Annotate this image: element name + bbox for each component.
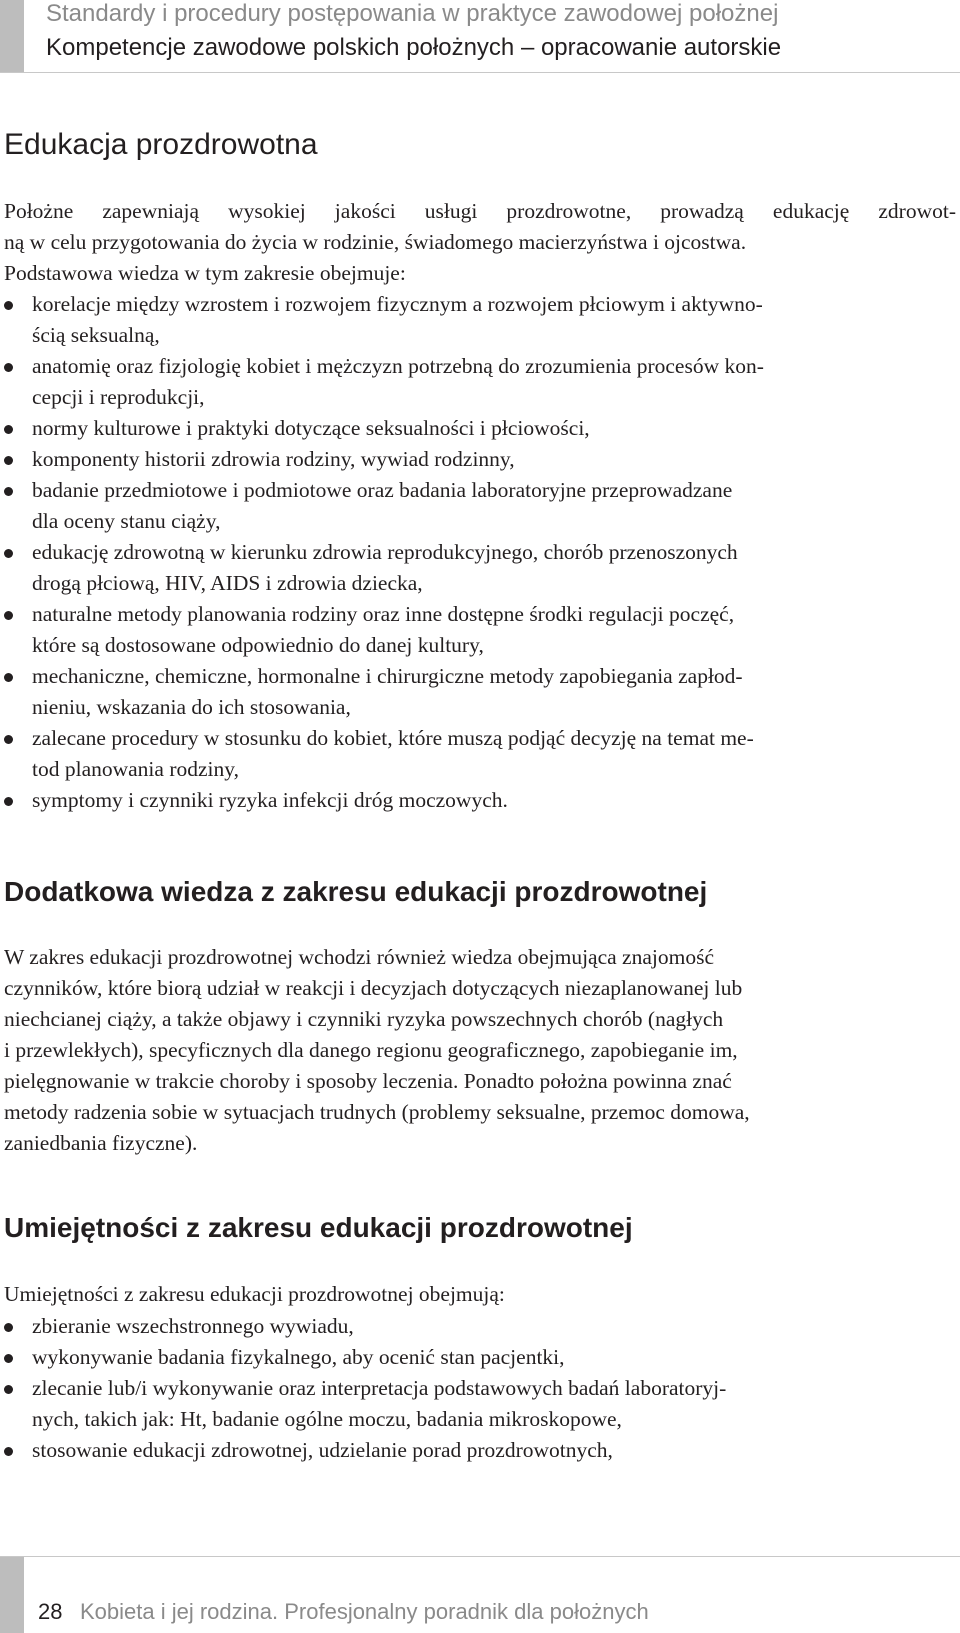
bullet-icon	[4, 1385, 13, 1394]
list-item	[4, 1311, 956, 1342]
text-line: edukację zdrowotną w kierunku zdrowia reprodukcyjnego, chorób przenoszonych	[32, 540, 738, 564]
running-header	[0, 0, 960, 73]
section1-knowledge-list	[4, 289, 956, 816]
header-series-title: Standardy i procedury postępowania w praktyce zawodowej położnej	[46, 0, 779, 27]
list-item	[4, 599, 956, 661]
header-chapter-title: Kompetencje zawodowe polskich położnych – opracowanie autorskie	[46, 34, 782, 61]
section-title-umiejetnosci: Umiejętności z zakresu edukacji prozdrowotnej	[4, 1212, 633, 1243]
text-line: naturalne metody planowania rodziny oraz inne dostępne środki regulacji poczęć,	[32, 602, 735, 626]
text-line: ścią seksualną,	[32, 323, 160, 347]
text-line: metody radzenia sobie w sytuacjach trudnych (problemy seksualne, przemoc domowa,	[4, 1100, 750, 1124]
text-line: pielęgnowanie w trakcie choroby i sposoby leczenia. Ponadto położna powinna znać	[4, 1069, 732, 1093]
list-item	[4, 475, 956, 537]
text-line: nieniu, wskazania do ich stosowania,	[32, 695, 351, 719]
list-item	[4, 413, 956, 444]
bullet-icon	[4, 425, 13, 434]
running-footer	[0, 1556, 960, 1633]
text-line: Położne zapewniają wysokiej jakości usługi prozdrowotne, prowadzą edukację zdrowot-	[4, 199, 956, 223]
text-line: normy kulturowe i praktyki dotyczące seksualności i płciowości,	[32, 416, 590, 440]
text-line: mechaniczne, chemiczne, hormonalne i chirurgiczne metody zapobiegania zapłod-	[32, 664, 743, 688]
footer-accent-bar	[0, 1557, 24, 1633]
text-line: czynników, które biorą udział w reakcji i decyzjach dotyczących niezaplanowanej lub	[4, 976, 743, 1000]
header-accent-bar	[0, 0, 24, 72]
bullet-icon	[4, 549, 13, 558]
list-item	[4, 289, 956, 351]
bullet-icon	[4, 1447, 13, 1456]
section-title-edukacja: Edukacja prozdrowotna	[4, 128, 318, 161]
list-item	[4, 1342, 956, 1373]
text-line: Umiejętności z zakresu edukacji prozdrowotnej obejmują:	[4, 1282, 505, 1306]
bullet-icon	[4, 797, 13, 806]
text-line: ną w celu przygotowania do życia w rodzinie, świadomego macierzyństwa i ojcostwa.	[4, 230, 747, 254]
list-item	[4, 1435, 956, 1466]
text-line: które są dostosowane odpowiednio do danej kultury,	[32, 633, 484, 657]
list-item	[4, 785, 956, 816]
text-line: dla oceny stanu ciąży,	[32, 509, 221, 533]
text-line: zalecane procedury w stosunku do kobiet, które muszą podjąć decyzję na temat me-	[32, 726, 754, 750]
bullet-icon	[4, 456, 13, 465]
text-line: tod planowania rodziny,	[32, 757, 239, 781]
bullet-icon	[4, 487, 13, 496]
text-line: Podstawowa wiedza w tym zakresie obejmuje:	[4, 261, 406, 285]
book-title: Kobieta i jej rodzina. Profesjonalny poradnik dla położnych	[80, 1599, 649, 1624]
section3-skills-list	[4, 1311, 956, 1466]
text-line: drogą płciową, HIV, AIDS i zdrowia dziecka,	[32, 571, 423, 595]
text-line: stosowanie edukacji zdrowotnej, udzielanie porad prozdrowotnych,	[32, 1438, 613, 1462]
bullet-icon	[4, 1354, 13, 1363]
bullet-icon	[4, 301, 13, 310]
text-line: cepcji i reprodukcji,	[32, 385, 205, 409]
text-line: nych, takich jak: Ht, badanie ogólne moczu, badania mikroskopowe,	[32, 1407, 622, 1431]
text-line: zbieranie wszechstronnego wywiadu,	[32, 1314, 354, 1338]
bullet-icon	[4, 1323, 13, 1332]
section-title-dodatkowa-wiedza: Dodatkowa wiedza z zakresu edukacji prozdrowotnej	[4, 876, 708, 907]
text-line: anatomię oraz fizjologię kobiet i mężczyzn potrzebną do zrozumienia procesów kon-	[32, 354, 764, 378]
bullet-icon	[4, 673, 13, 682]
list-item	[4, 1373, 956, 1435]
list-item	[4, 723, 956, 785]
text-line: wykonywanie badania fizykalnego, aby ocenić stan pacjentki,	[32, 1345, 565, 1369]
bullet-icon	[4, 611, 13, 620]
text-line: i przewlekłych), specyficznych dla danego regionu geograficznego, zapobieganie im,	[4, 1038, 738, 1062]
text-line: zaniedbania fizyczne).	[4, 1131, 198, 1155]
list-item	[4, 351, 956, 413]
text-line: niechcianej ciąży, a także objawy i czynniki ryzyka powszechnych chorób (nagłych	[4, 1007, 724, 1031]
list-item	[4, 537, 956, 599]
bullet-icon	[4, 735, 13, 744]
page-number: 28	[38, 1599, 63, 1624]
list-item	[4, 444, 956, 475]
text-line: zlecanie lub/i wykonywanie oraz interpretacja podstawowych badań laboratoryj-	[32, 1376, 727, 1400]
text-line: W zakres edukacji prozdrowotnej wchodzi również wiedza obejmująca znajomość	[4, 945, 715, 969]
text-line: badanie przedmiotowe i podmiotowe oraz badania laboratoryjne przeprowadzane	[32, 478, 733, 502]
section3-intro	[4, 1279, 956, 1310]
text-line: komponenty historii zdrowia rodziny, wywiad rodzinny,	[32, 447, 515, 471]
text-line: symptomy i czynniki ryzyka infekcji dróg moczowych.	[32, 788, 508, 812]
section1-intro	[4, 196, 956, 289]
text-line: korelacje między wzrostem i rozwojem fizycznym a rozwojem płciowym i aktywno-	[32, 292, 763, 316]
list-item	[4, 661, 956, 723]
section2-paragraph	[4, 942, 956, 1159]
bullet-icon	[4, 363, 13, 372]
